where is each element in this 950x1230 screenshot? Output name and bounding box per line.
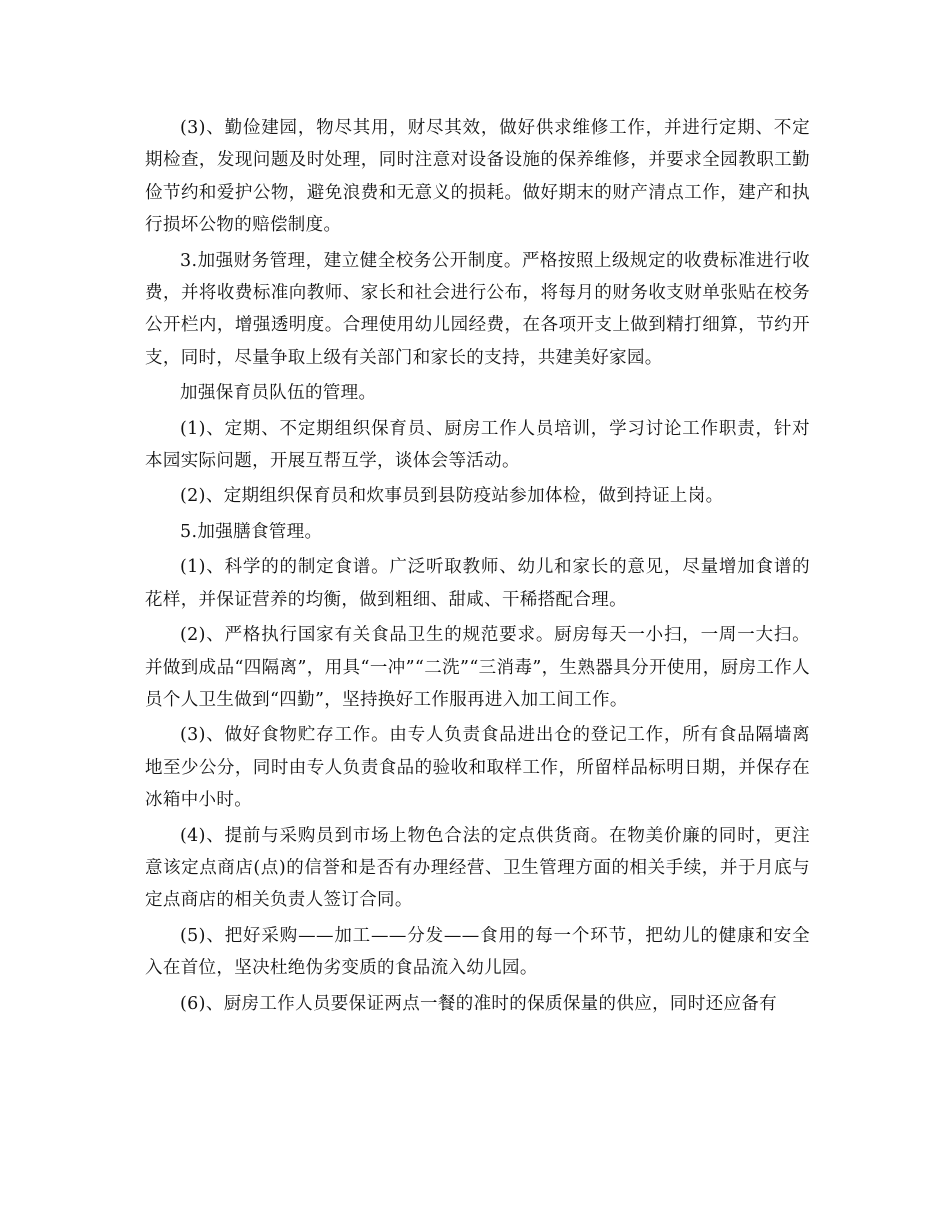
paragraph-nursery-staff-heading: 加强保育员队伍的管理。	[180, 383, 377, 404]
paragraph-meal-management-heading: 5.加强膳食管理。	[180, 521, 323, 542]
paragraph-financial-management: 3.加强财务管理，建立健全校务公开制度。严格按照上级规定的收费标准进行收费，并将收费标准向教师、家长和社会进行公布，将每月的财务收支财单张贴在校务公开栏内，增强透明度。合理使用幼儿园经费，在各项开支上做到精打细算，节约开支，同时，尽量争取上级有关部门和家长的支持，共建美好家园。	[145, 250, 810, 368]
paragraph-supplier-selection: (4)、提前与采购员到市场上物色合法的定点供货商。在物美价廉的同时，更注意该定点商店(点)的信誉和是否有办理经营、卫生管理方面的相关手续，并于月底与定点商店的相关负责人签订合同。	[145, 825, 810, 911]
paragraph-food-hygiene: (2)、严格执行国家有关食品卫生的规范要求。厨房每天一小扫，一周一大扫。并做到成品“四隔离”，用具“一冲”“二洗”“三消毒”，生熟器具分开使用，厨房工作人员个人卫生做到“四勤”，坚持换好工作服再进入加工间工作。	[145, 625, 810, 710]
document-body	[145, 112, 810, 1023]
paragraph-staff-training: (1)、定期、不定期组织保育员、厨房工作人员培训，学习讨论工作职责，针对本园实际问题，开展互帮互学，谈体会等活动。	[145, 418, 810, 472]
paragraph-health-check: (2)、定期组织保育员和炊事员到县防疫站参加体检，做到持证上岗。	[180, 486, 724, 507]
paragraph-kitchen-supply: (6)、厨房工作人员要保证两点一餐的准时的保质保量的供应，同时还应备有	[180, 993, 778, 1014]
paragraph-food-process-safety: (5)、把好采购——加工——分发——食用的每一个环节，把幼儿的健康和安全入在首位，坚决杜绝伪劣变质的食品流入幼儿园。	[145, 925, 810, 979]
paragraph-food-storage: (3)、做好食物贮存工作。由专人负责食品进出仓的登记工作，所有食品隔墙离地至少公分，同时由专人负责食品的验收和取样工作，所留样品标明日期，并保存在冰箱中小时。	[145, 725, 810, 811]
paragraph-asset-maintenance: (3)、勤俭建园，物尽其用，财尽其效，做好供求维修工作，并进行定期、不定期检查，发现问题及时处理，同时注意对设备设施的保养维修，并要求全园教职工勤俭节约和爱护公物，避免浪费和无意义的损耗。做好期末的财产清点工作，建产和执行损坏公物的赔偿制度。	[145, 118, 810, 236]
paragraph-menu-planning: (1)、科学的的制定食谱。广泛听取教师、幼儿和家长的意见，尽量增加食谱的花样，并保证营养的均衡，做到粗细、甜咸、干稀搭配合理。	[145, 557, 810, 610]
